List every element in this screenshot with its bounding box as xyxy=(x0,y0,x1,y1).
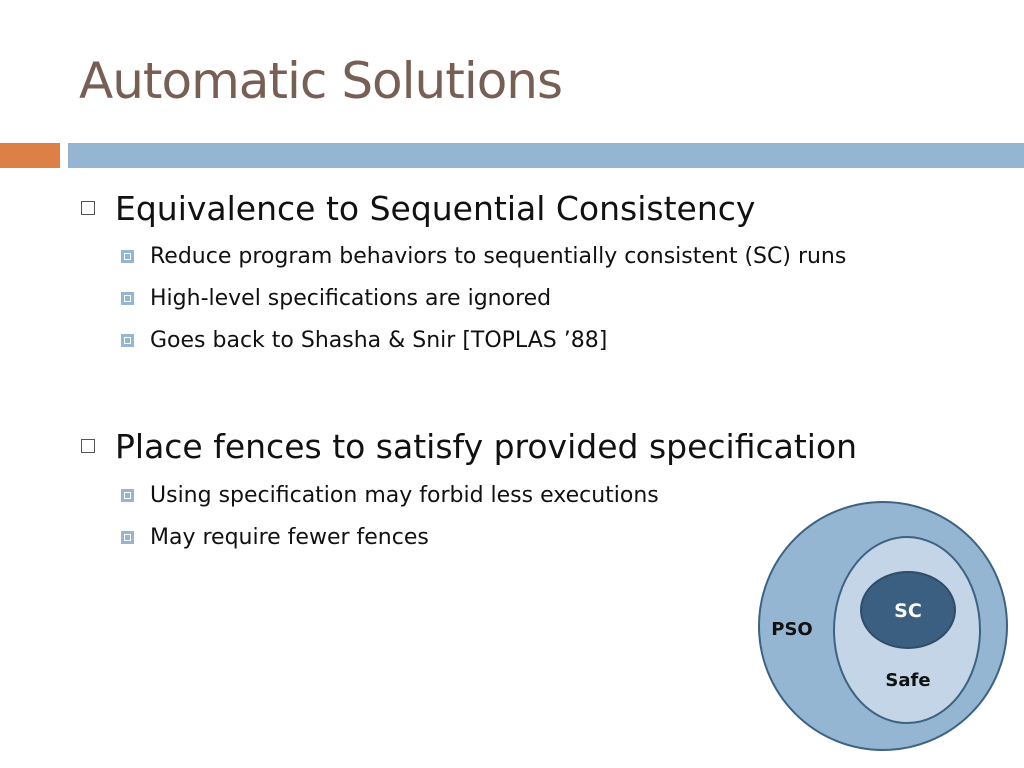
sub-bullet-text: Goes back to Shasha & Snir [TOPLAS ’88] xyxy=(150,327,608,353)
square-bullet-icon xyxy=(81,439,95,453)
filled-square-bullet-icon xyxy=(121,292,134,305)
accent-bar-blue xyxy=(68,143,1024,168)
sub-bullet-text: High-level specifications are ignored xyxy=(150,285,552,311)
filled-square-bullet-icon xyxy=(121,250,134,263)
square-bullet-icon xyxy=(81,201,95,215)
bullet-heading-text: Place fences to satisfy provided specification xyxy=(115,426,858,466)
slide-title: Automatic Solutions xyxy=(79,52,563,110)
filled-square-bullet-icon xyxy=(121,531,134,544)
safe-label: Safe xyxy=(885,670,931,691)
sub-bullet xyxy=(121,283,551,313)
filled-square-bullet-icon xyxy=(121,334,134,347)
pso-label: PSO xyxy=(771,619,813,640)
sub-bullet-text: Using specification may forbid less executions xyxy=(150,482,659,508)
accent-bar-orange xyxy=(0,143,60,168)
bullet-heading-place-fences xyxy=(81,426,857,466)
sub-bullet xyxy=(121,522,429,552)
memory-model-nesting-diagram xyxy=(756,500,1014,758)
bullet-heading-sc-equivalence xyxy=(81,188,755,228)
sub-bullet-text: Reduce program behaviors to sequentially consistent (SC) runs xyxy=(150,243,847,269)
sub-bullet xyxy=(121,325,607,355)
sc-label: SC xyxy=(894,600,922,622)
sub-bullet xyxy=(121,241,846,271)
filled-square-bullet-icon xyxy=(121,489,134,502)
sub-bullet-text: May require fewer fences xyxy=(150,524,429,550)
bullet-heading-text: Equivalence to Sequential Consistency xyxy=(115,188,756,228)
sub-bullet xyxy=(121,480,659,510)
